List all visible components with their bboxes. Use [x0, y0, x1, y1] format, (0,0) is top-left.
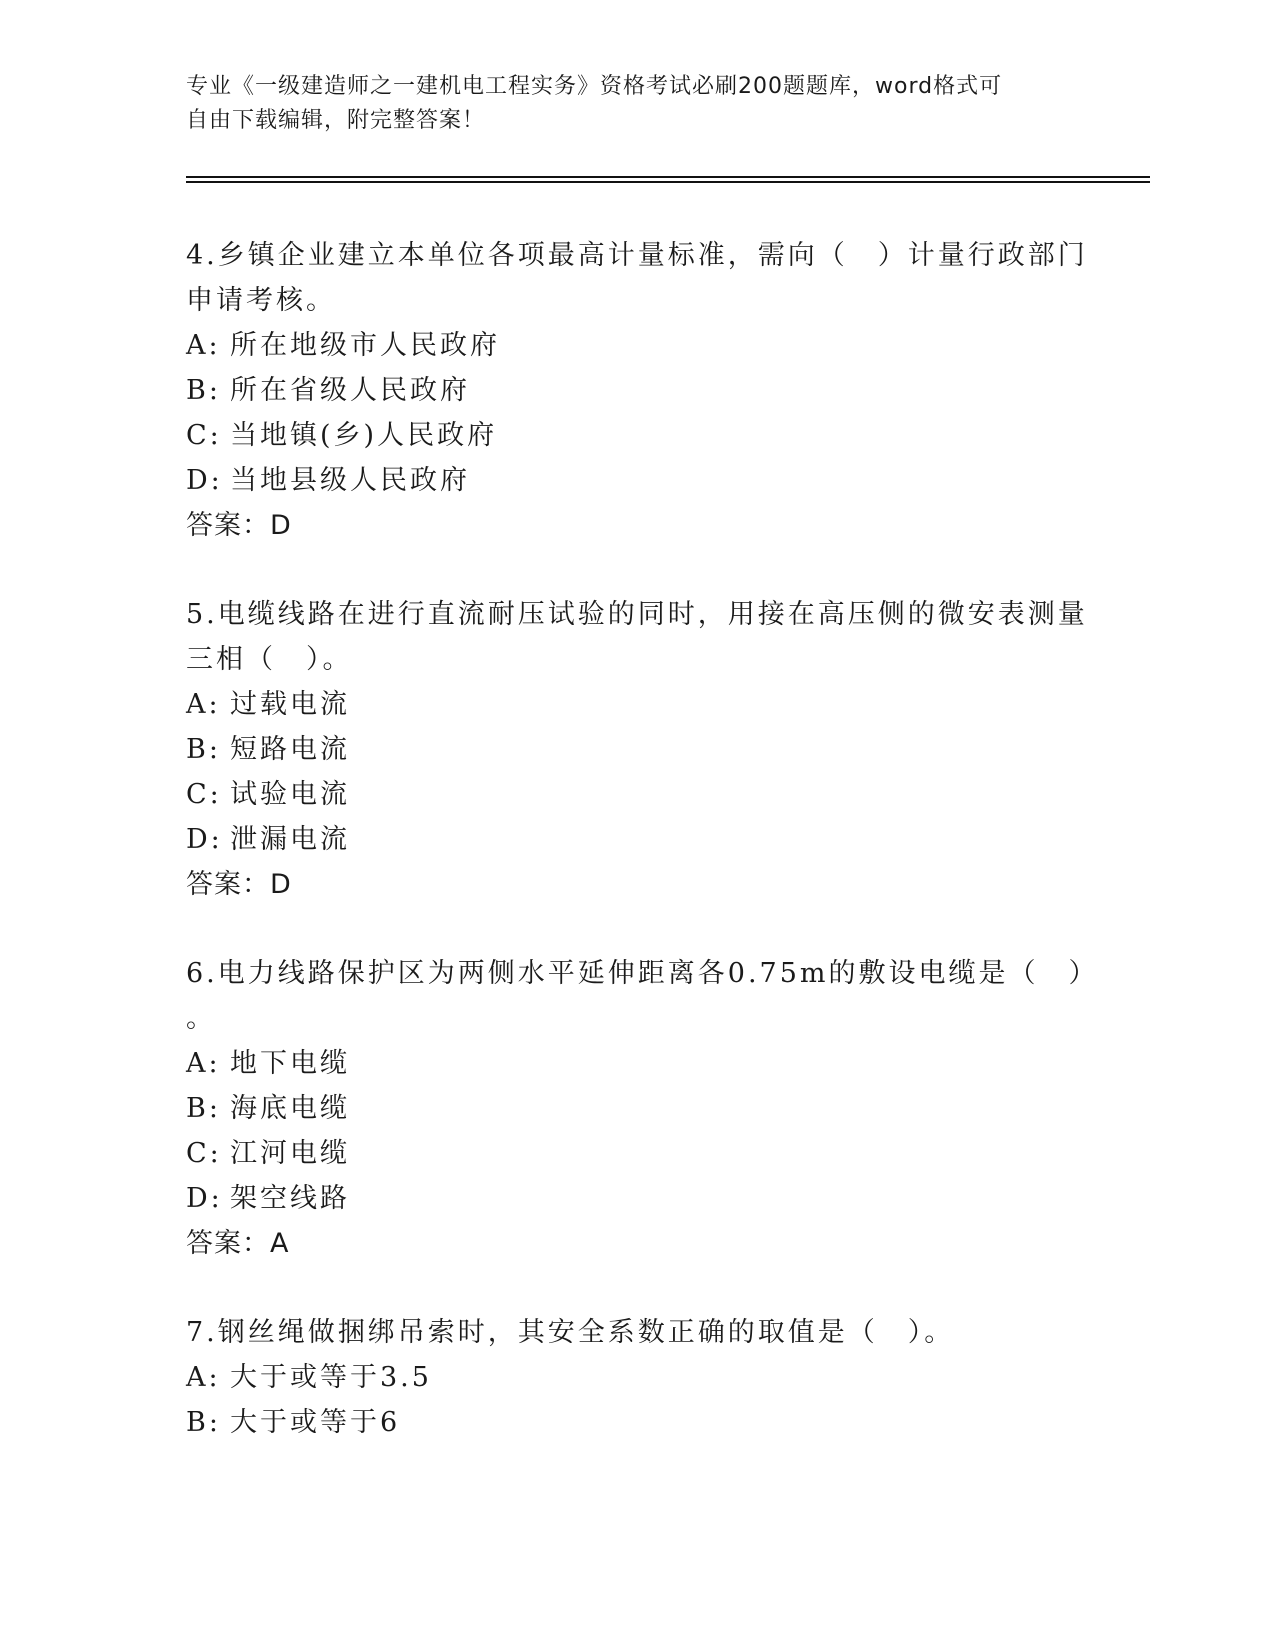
option-key: C: [186, 779, 222, 810]
answer-option [186, 458, 1066, 503]
option-key: C: [186, 1138, 222, 1169]
header-title-line-1: 专业《一级建造师之一建机电工程实务》资格考试必刷200题题库，word格式可 [186, 74, 1003, 99]
question-block [186, 592, 1088, 907]
header-divider-bottom [186, 181, 1150, 183]
answer-option [186, 682, 1066, 727]
question-stem-line: 6.电力线路保护区为两侧水平延伸距离各0.75m的敷设电缆是（ ） [186, 958, 1099, 989]
answer-option [186, 323, 1066, 368]
question-block [186, 951, 1099, 1266]
question-stem-line: 5.电缆线路在进行直流耐压试验的同时，用接在高压侧的微安表测量 [186, 599, 1088, 630]
answer-key: 答案：D [186, 869, 292, 900]
option-text: 海底电缆 [230, 1093, 350, 1124]
option-text: 所在省级人民政府 [230, 375, 470, 406]
option-text: 当地县级人民政府 [230, 465, 470, 496]
answer-option [186, 1086, 1066, 1131]
answer-option [186, 368, 1066, 413]
option-key: A: [186, 689, 221, 720]
option-key: A: [186, 330, 221, 361]
option-key: D: [186, 824, 223, 855]
option-key: D: [186, 465, 223, 496]
question-stem-line: 7.钢丝绳做捆绑吊索时，其安全系数正确的取值是（ ）。 [186, 1317, 955, 1348]
option-text: 试验电流 [230, 779, 350, 810]
option-text: 大于或等于6 [230, 1407, 401, 1438]
answer-key: 答案：A [186, 1228, 290, 1259]
answer-option [186, 1400, 1066, 1445]
question-list [186, 233, 1099, 1489]
option-text: 过载电流 [230, 689, 350, 720]
option-key: D: [186, 1183, 223, 1214]
option-key: C: [186, 420, 222, 451]
answer-option [186, 1131, 1066, 1176]
option-text: 江河电缆 [230, 1138, 350, 1169]
header-divider-top [186, 176, 1150, 178]
question-stem [186, 951, 1099, 1041]
document-header [186, 70, 1066, 138]
question-block [186, 233, 1088, 548]
question-stem-line: 4.乡镇企业建立本单位各项最高计量标准，需向（ ）计量行政部门 [186, 240, 1088, 271]
answer-option [186, 1355, 1066, 1400]
question-stem-line: 申请考核。 [186, 285, 336, 316]
question-stem [186, 592, 1088, 682]
option-text: 架空线路 [230, 1183, 350, 1214]
option-text: 短路电流 [230, 734, 350, 765]
option-key: B: [186, 1093, 221, 1124]
answer-option [186, 1176, 1066, 1221]
option-key: A: [186, 1048, 221, 1079]
question-stem-line: 。 [186, 1003, 216, 1034]
option-key: B: [186, 375, 221, 406]
option-text: 泄漏电流 [230, 824, 350, 855]
question-stem [186, 1310, 1066, 1355]
question-stem [186, 233, 1088, 323]
answer-option [186, 413, 1066, 458]
answer-option [186, 1041, 1066, 1086]
option-text: 大于或等于3.5 [230, 1362, 432, 1393]
option-text: 当地镇(乡)人民政府 [230, 420, 498, 451]
option-key: A: [186, 1362, 221, 1393]
option-key: B: [186, 734, 221, 765]
option-key: B: [186, 1407, 221, 1438]
question-stem-line: 三相（ ）。 [186, 644, 353, 675]
answer-option [186, 772, 1066, 817]
header-title-line-2: 自由下载编辑，附完整答案！ [186, 108, 486, 133]
question-block [186, 1310, 1066, 1445]
answer-option [186, 727, 1066, 772]
answer-option [186, 817, 1066, 862]
option-text: 所在地级市人民政府 [230, 330, 500, 361]
option-text: 地下电缆 [230, 1048, 350, 1079]
answer-key: 答案：D [186, 510, 292, 541]
